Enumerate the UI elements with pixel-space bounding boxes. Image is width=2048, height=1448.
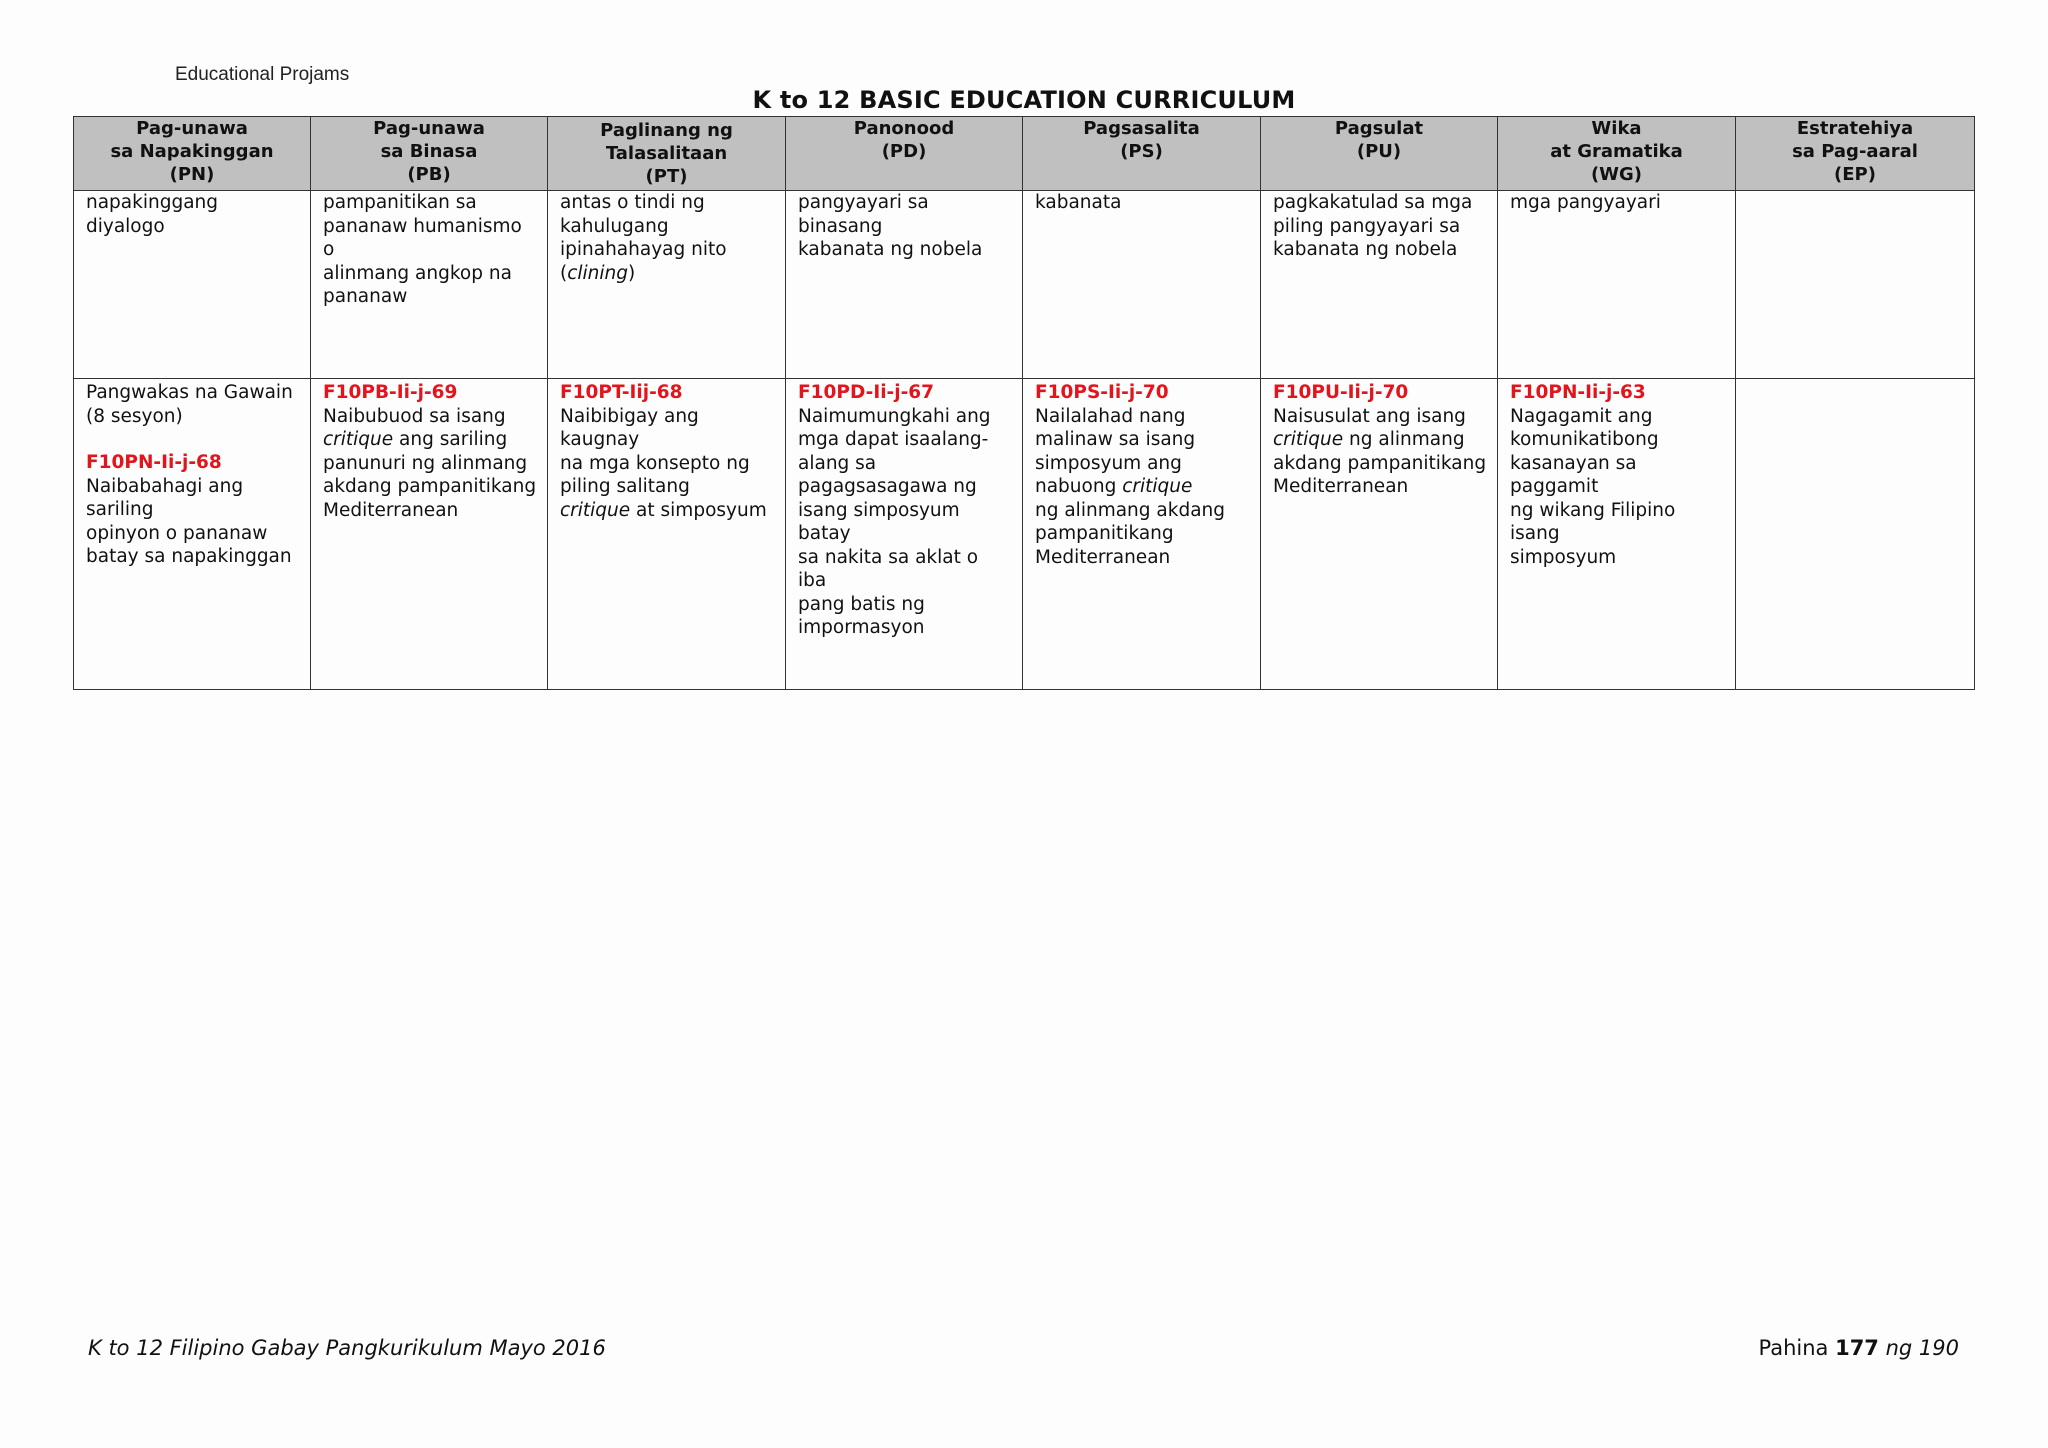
table-row bbox=[74, 191, 1975, 379]
cell-pt: antas o tindi ng kahulugang ipinahahayag nito (clining) bbox=[548, 191, 786, 379]
cell-ep bbox=[1736, 379, 1975, 690]
curriculum-table bbox=[73, 116, 1975, 690]
cell-pn: napakinggang diyalogo bbox=[74, 191, 311, 379]
cell-ps: F10PS-Ii-j-70 Nailalahad nang malinaw sa isang simposyum ang nabuong critique ng alinmang akdang pampanitikang Mediterranean bbox=[1023, 379, 1261, 690]
footer-page-number: Pahina 177 ng 190 bbox=[1758, 1336, 1959, 1360]
competency-code: F10PN-Ii-j-68 bbox=[86, 452, 222, 473]
cell-ep bbox=[1736, 191, 1975, 379]
cell-wg: F10PN-Ii-j-63 Nagagamit ang komunikatibong kasanayan sa paggamit ng wikang Filipino isang simposyum bbox=[1498, 379, 1736, 690]
column-header-pu: Pagsulat (PU) bbox=[1261, 117, 1498, 191]
cell-pb: pampanitikan sa pananaw humanismo o alinmang angkop na pananaw bbox=[311, 191, 548, 379]
cell-wg: mga pangyayari bbox=[1498, 191, 1736, 379]
competency-code: F10PT-Iij-68 bbox=[560, 382, 683, 403]
column-header-pd: Panonood (PD) bbox=[786, 117, 1023, 191]
table-row bbox=[74, 379, 1975, 690]
cell-pb: F10PB-Ii-j-69 Naibubuod sa isang critique ang sariling panunuri ng alinmang akdang pampanitikang Mediterranean bbox=[311, 379, 548, 690]
competency-code: F10PS-Ii-j-70 bbox=[1035, 382, 1169, 403]
watermark-text: Educational Projams bbox=[175, 64, 350, 85]
competency-code: F10PD-Ii-j-67 bbox=[798, 382, 934, 403]
column-header-pt: Paglinang ng Talasalitaan (PT) bbox=[548, 117, 786, 191]
column-header-ps: Pagsasalita (PS) bbox=[1023, 117, 1261, 191]
column-header-ep: Estratehiya sa Pag-aaral (EP) bbox=[1736, 117, 1975, 191]
footer-document-title: K to 12 Filipino Gabay Pangkurikulum Mayo 2016 bbox=[88, 1336, 606, 1360]
column-header-wg: Wika at Gramatika (WG) bbox=[1498, 117, 1736, 191]
competency-code: F10PB-Ii-j-69 bbox=[323, 382, 458, 403]
column-header-pb: Pag-unawa sa Binasa (PB) bbox=[311, 117, 548, 191]
cell-pu: pagkakatulad sa mga piling pangyayari sa kabanata ng nobela bbox=[1261, 191, 1498, 379]
cell-pn: Pangwakas na Gawain (8 sesyon) F10PN-Ii-j-68 Naibabahagi ang sariling opinyon o pananaw batay sa napakinggan bbox=[74, 379, 311, 690]
cell-pd: pangyayari sa binasang kabanata ng nobela bbox=[786, 191, 1023, 379]
cell-pu: F10PU-Ii-j-70 Naisusulat ang isang critique ng alinmang akdang pampanitikang Mediterranean bbox=[1261, 379, 1498, 690]
cell-ps: kabanata bbox=[1023, 191, 1261, 379]
column-header-pn: Pag-unawa sa Napakinggan (PN) bbox=[74, 117, 311, 191]
page-title: K to 12 BASIC EDUCATION CURRICULUM bbox=[752, 86, 1296, 114]
competency-code: F10PN-Ii-j-63 bbox=[1510, 382, 1646, 403]
cell-pt: F10PT-Iij-68 Naibibigay ang kaugnay na mga konsepto ng piling salitang critique at simposyum bbox=[548, 379, 786, 690]
competency-code: F10PU-Ii-j-70 bbox=[1273, 382, 1409, 403]
table-header-row bbox=[74, 117, 1975, 191]
cell-pd: F10PD-Ii-j-67 Naimumungkahi ang mga dapat isaalang- alang sa pagagsasagawa ng isang simposyum batay sa nakita sa aklat o iba pang batis ng impormasyon bbox=[786, 379, 1023, 690]
